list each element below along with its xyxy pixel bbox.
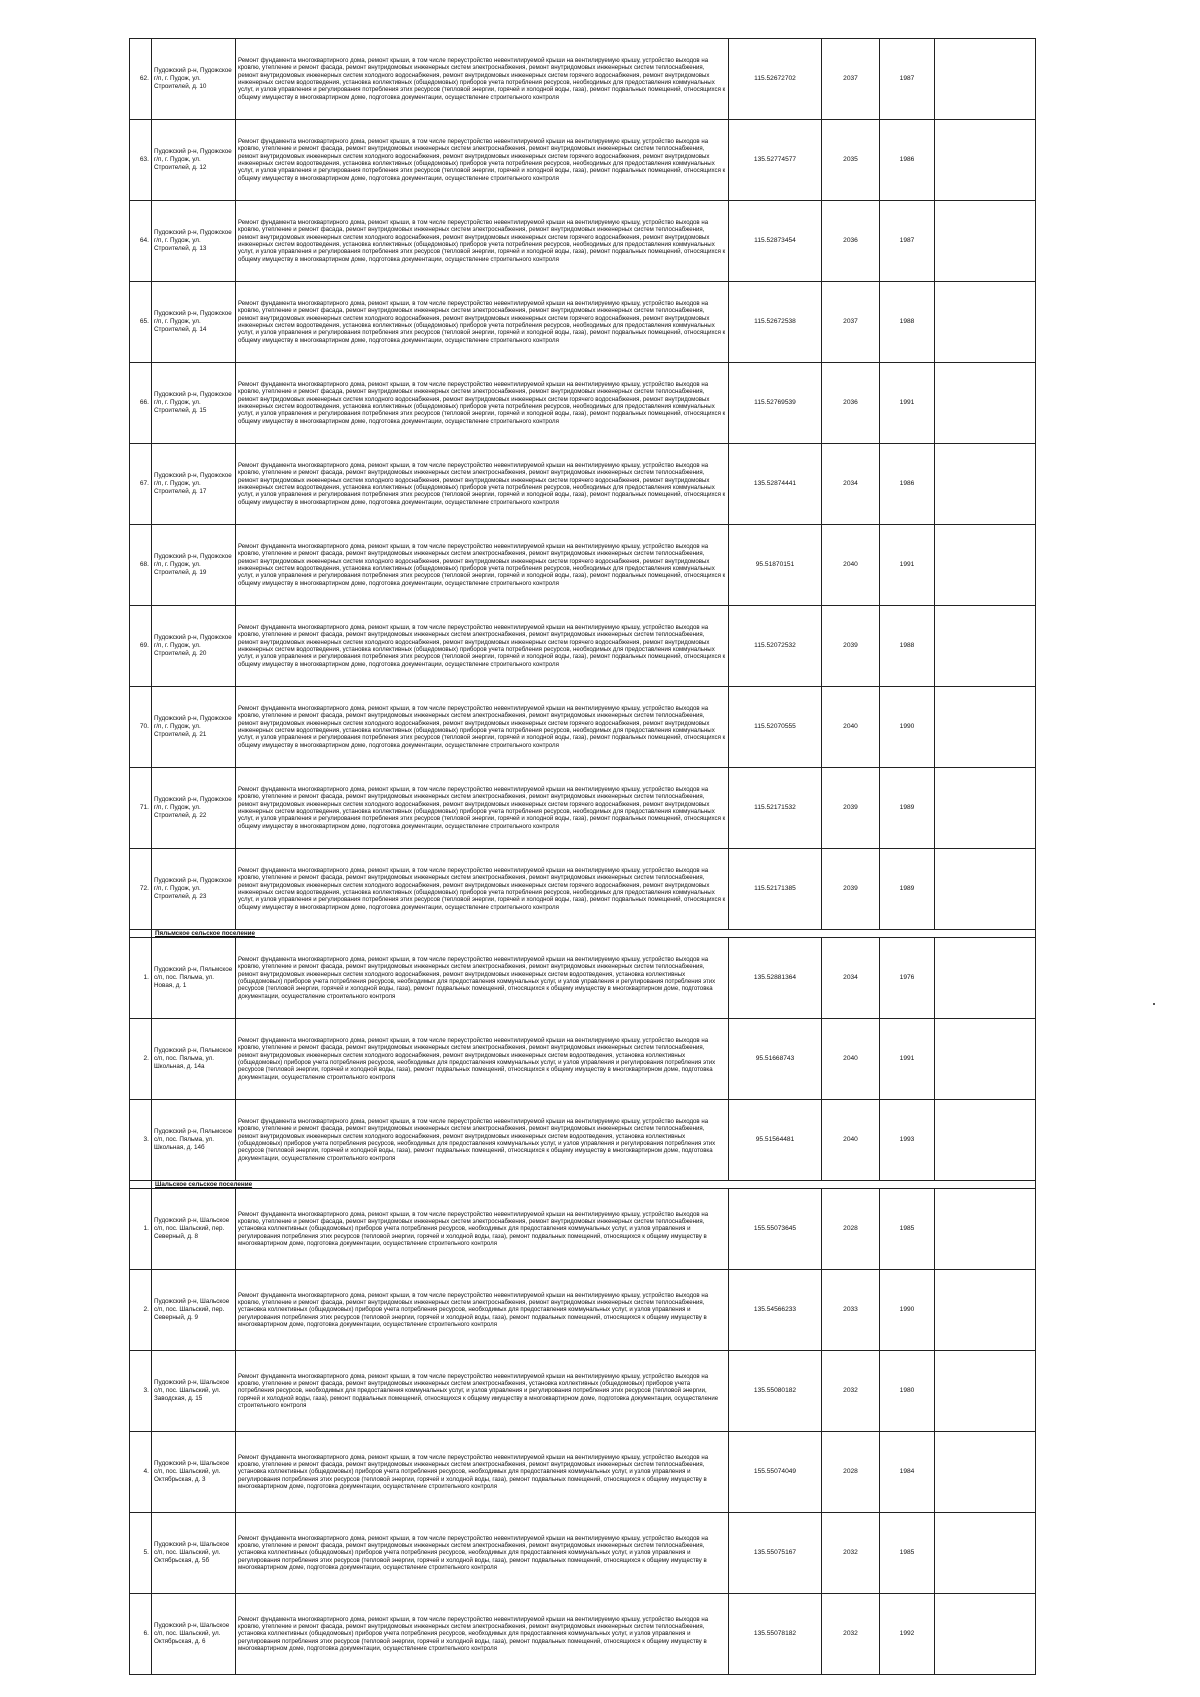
- table-body: [130, 39, 1036, 1675]
- year-cell: 2037: [822, 39, 880, 120]
- year-cell: 2040: [822, 1019, 880, 1100]
- address-cell: Пудожский р-н, Пудожское г/п, г. Пудож, ул. Строителей, д. 14: [152, 282, 236, 363]
- empty-cell: [935, 687, 1036, 768]
- works-cell: Ремонт фундамента многоквартирного дома, ремонт крыши, в том числе переустройство невентилируемой крыши на вентилируемую крышу, устройство выходов на кровлю, утепление и ремонт фасада, ремонт внутридомовых инженерных систем электроснабжения, ремонт внутридомовых инженерных систем теплоснабжения, ремонт внутридомовых инженерных систем холодного водоснабжения, ремонт внутридомовых инженерных систем горячего водоснабжения, ремонт внутридомовых инженерных систем водоотведения, установка коллективных (общедомовых) приборов учета потребления ресурсов, необходимых для предоставления коммунальных услуг, и узлов управления и регулирования потребления этих ресурсов (тепловой энергии, горячей и холодной воды, газа), ремонт подвальных помещений, относящихся к общему имуществу в многоквартирном доме, подготовка документации, осуществление строительного контроля: [236, 687, 729, 768]
- section-title: Пяльмское сельское поселение: [152, 930, 1036, 938]
- works-cell: Ремонт фундамента многоквартирного дома, ремонт крыши, в том числе переустройство невентилируемой крыши на вентилируемую крышу, устройство выходов на кровлю, утепление и ремонт фасада, ремонт внутридомовых инженерных систем электроснабжения, ремонт внутридомовых инженерных систем теплоснабжения, ремонт внутридомовых инженерных систем холодного водоснабжения, ремонт внутридомовых инженерных систем горячего водоснабжения, ремонт внутридомовых инженерных систем водоотведения, установка коллективных (общедомовых) приборов учета потребления ресурсов, необходимых для предоставления коммунальных услуг, и узлов управления и регулирования потребления этих ресурсов (тепловой энергии, горячей и холодной воды, газа), ремонт подвальных помещений, относящихся к общему имуществу в многоквартирном доме, подготовка документации, осуществление строительного контроля: [236, 444, 729, 525]
- cost-cell: 135.52874441: [729, 444, 822, 525]
- section-header-row: [130, 930, 1036, 938]
- cost-cell: 115.52171385: [729, 849, 822, 930]
- table-row: [130, 687, 1036, 768]
- year-cell: 2036: [822, 363, 880, 444]
- year-cell: 2036: [822, 201, 880, 282]
- empty-cell: [935, 1019, 1036, 1100]
- built-year-cell: 1990: [880, 687, 935, 768]
- empty-cell: [935, 849, 1036, 930]
- row-number: 70.: [130, 687, 152, 768]
- built-year-cell: 1991: [880, 525, 935, 606]
- table-row: [130, 1513, 1036, 1594]
- table-row: [130, 606, 1036, 687]
- empty-cell: [935, 444, 1036, 525]
- row-number: 1.: [130, 1189, 152, 1270]
- works-cell: Ремонт фундамента многоквартирного дома, ремонт крыши, в том числе переустройство невентилируемой крыши на вентилируемую крышу, устройство выходов на кровлю, утепление и ремонт фасада, ремонт внутридомовых инженерных систем электроснабжения, ремонт внутридомовых инженерных систем теплоснабжения, ремонт внутридомовых инженерных систем холодного водоснабжения, ремонт внутридомовых инженерных систем горячего водоснабжения, ремонт внутридомовых инженерных систем водоотведения, установка коллективных (общедомовых) приборов учета потребления ресурсов, необходимых для предоставления коммунальных услуг, и узлов управления и регулирования потребления этих ресурсов (тепловой энергии, горячей и холодной воды, газа), ремонт подвальных помещений, относящихся к общему имуществу в многоквартирном доме, подготовка документации, осуществление строительного контроля: [236, 525, 729, 606]
- section-num-cell: [130, 930, 152, 938]
- empty-cell: [935, 1189, 1036, 1270]
- row-number: 69.: [130, 606, 152, 687]
- table-row: [130, 39, 1036, 120]
- built-year-cell: 1986: [880, 444, 935, 525]
- empty-cell: [935, 525, 1036, 606]
- built-year-cell: 1991: [880, 363, 935, 444]
- table-row: [130, 1100, 1036, 1181]
- year-cell: 2033: [822, 1270, 880, 1351]
- row-number: 65.: [130, 282, 152, 363]
- works-cell: Ремонт фундамента многоквартирного дома, ремонт крыши, в том числе переустройство невентилируемой крыши на вентилируемую крышу, устройство выходов на кровлю, утепление и ремонт фасада, ремонт внутридомовых инженерных систем электроснабжения, ремонт внутридомовых инженерных систем теплоснабжения, ремонт внутридомовых инженерных систем холодного водоснабжения, ремонт внутридомовых инженерных систем водоотведения, установка коллективных (общедомовых) приборов учета потребления ресурсов, необходимых для предоставления коммунальных услуг, и узлов управления и регулирования потребления этих ресурсов (тепловой энергии, горячей и холодной воды, газа), ремонт подвальных помещений, относящихся к общему имуществу в многоквартирном доме, подготовка документации, осуществление строительного контроля: [236, 1019, 729, 1100]
- built-year-cell: 1980: [880, 1351, 935, 1432]
- table-row: [130, 938, 1036, 1019]
- cost-cell: 95.51668743: [729, 1019, 822, 1100]
- works-cell: Ремонт фундамента многоквартирного дома, ремонт крыши, в том числе переустройство невентилируемой крыши на вентилируемую крышу, устройство выходов на кровлю, утепление и ремонт фасада, ремонт внутридомовых инженерных систем электроснабжения, ремонт внутридомовых инженерных систем теплоснабжения, ремонт внутридомовых инженерных систем холодного водоснабжения, ремонт внутридомовых инженерных систем горячего водоснабжения, ремонт внутридомовых инженерных систем водоотведения, установка коллективных (общедомовых) приборов учета потребления ресурсов, необходимых для предоставления коммунальных услуг, и узлов управления и регулирования потребления этих ресурсов (тепловой энергии, горячей и холодной воды, газа), ремонт подвальных помещений, относящихся к общему имуществу в многоквартирном доме, подготовка документации, осуществление строительного контроля: [236, 39, 729, 120]
- year-cell: 2039: [822, 768, 880, 849]
- row-number: 63.: [130, 120, 152, 201]
- document-sheet: [129, 38, 1035, 1683]
- address-cell: Пудожский р-н, Пяльмское с/п, пос. Пяльма, ул. Школьная, д. 14б: [152, 1100, 236, 1181]
- cost-cell: 115.52672702: [729, 39, 822, 120]
- table-row: [130, 1019, 1036, 1100]
- section-title: Шальское сельское поселение: [152, 1181, 1036, 1189]
- works-cell: Ремонт фундамента многоквартирного дома, ремонт крыши, в том числе переустройство невентилируемой крыши на вентилируемую крышу, устройство выходов на кровлю, утепление и ремонт фасада, ремонт внутридомовых инженерных систем электроснабжения, ремонт внутридомовых инженерных систем теплоснабжения, установка коллективных (общедомовых) приборов учета потребления ресурсов, необходимых для предоставления коммунальных услуг, и узлов управления и регулирования потребления этих ресурсов (тепловой энергии, горячей и холодной воды, газа), ремонт подвальных помещений, относящихся к общему имуществу в многоквартирном доме, подготовка документации, осуществление строительного контроля: [236, 1189, 729, 1270]
- row-number: 67.: [130, 444, 152, 525]
- built-year-cell: 1989: [880, 849, 935, 930]
- row-number: 2.: [130, 1270, 152, 1351]
- empty-cell: [935, 1594, 1036, 1675]
- empty-cell: [935, 1432, 1036, 1513]
- works-cell: Ремонт фундамента многоквартирного дома, ремонт крыши, в том числе переустройство невентилируемой крыши на вентилируемую крышу, устройство выходов на кровлю, утепление и ремонт фасада, ремонт внутридомовых инженерных систем электроснабжения, ремонт внутридомовых инженерных систем теплоснабжения, ремонт внутридомовых инженерных систем холодного водоснабжения, ремонт внутридомовых инженерных систем горячего водоснабжения, ремонт внутридомовых инженерных систем водоотведения, установка коллективных (общедомовых) приборов учета потребления ресурсов, необходимых для предоставления коммунальных услуг, и узлов управления и регулирования потребления этих ресурсов (тепловой энергии, горячей и холодной воды, газа), ремонт подвальных помещений, относящихся к общему имуществу в многоквартирном доме, подготовка документации, осуществление строительного контроля: [236, 201, 729, 282]
- section-header-row: [130, 1181, 1036, 1189]
- address-cell: Пудожский р-н, Пудожское г/п, г. Пудож, ул. Строителей, д. 19: [152, 525, 236, 606]
- address-cell: Пудожский р-н, Шальское с/п, пос. Шальский, пер. Северный, д. 8: [152, 1189, 236, 1270]
- works-cell: Ремонт фундамента многоквартирного дома, ремонт крыши, в том числе переустройство невентилируемой крыши на вентилируемую крышу, устройство выходов на кровлю, утепление и ремонт фасада, ремонт внутридомовых инженерных систем электроснабжения, ремонт внутридомовых инженерных систем теплоснабжения, ремонт внутридомовых инженерных систем холодного водоснабжения, ремонт внутридомовых инженерных систем горячего водоснабжения, ремонт внутридомовых инженерных систем водоотведения, установка коллективных (общедомовых) приборов учета потребления ресурсов, необходимых для предоставления коммунальных услуг, и узлов управления и регулирования потребления этих ресурсов (тепловой энергии, горячей и холодной воды, газа), ремонт подвальных помещений, относящихся к общему имуществу в многоквартирном доме, подготовка документации, осуществление строительного контроля: [236, 363, 729, 444]
- address-cell: Пудожский р-н, Пудожское г/п, г. Пудож, ул. Строителей, д. 17: [152, 444, 236, 525]
- cost-cell: 155.55074049: [729, 1432, 822, 1513]
- empty-cell: [935, 606, 1036, 687]
- built-year-cell: 1988: [880, 282, 935, 363]
- cost-cell: 115.52072532: [729, 606, 822, 687]
- works-cell: Ремонт фундамента многоквартирного дома, ремонт крыши, в том числе переустройство невентилируемой крыши на вентилируемую крышу, устройство выходов на кровлю, утепление и ремонт фасада, ремонт внутридомовых инженерных систем электроснабжения, установка коллективных (общедомовых) приборов учета потребления ресурсов, необходимых для предоставления коммунальных услуг, и узлов управления и регулирования потребления этих ресурсов (тепловой энергии, горячей и холодной воды, газа), ремонт подвальных помещений, относящихся к общему имуществу в многоквартирном доме, подготовка документации, осуществление строительного контроля: [236, 1351, 729, 1432]
- empty-cell: [935, 201, 1036, 282]
- table-row: [130, 1351, 1036, 1432]
- works-cell: Ремонт фундамента многоквартирного дома, ремонт крыши, в том числе переустройство невентилируемой крыши на вентилируемую крышу, устройство выходов на кровлю, утепление и ремонт фасада, ремонт внутридомовых инженерных систем электроснабжения, ремонт внутридомовых инженерных систем теплоснабжения, ремонт внутридомовых инженерных систем холодного водоснабжения, ремонт внутридомовых инженерных систем горячего водоснабжения, ремонт внутридомовых инженерных систем водоотведения, установка коллективных (общедомовых) приборов учета потребления ресурсов, необходимых для предоставления коммунальных услуг, и узлов управления и регулирования потребления этих ресурсов (тепловой энергии, горячей и холодной воды, газа), ремонт подвальных помещений, относящихся к общему имуществу в многоквартирном доме, подготовка документации, осуществление строительного контроля: [236, 282, 729, 363]
- cost-cell: 115.52769539: [729, 363, 822, 444]
- year-cell: 2034: [822, 444, 880, 525]
- table-row: [130, 525, 1036, 606]
- empty-cell: [935, 1270, 1036, 1351]
- empty-cell: [935, 120, 1036, 201]
- address-cell: Пудожский р-н, Пяльмское с/п, пос. Пяльма, ул. Новая, д. 1: [152, 938, 236, 1019]
- built-year-cell: 1987: [880, 39, 935, 120]
- built-year-cell: 1991: [880, 1019, 935, 1100]
- works-cell: Ремонт фундамента многоквартирного дома, ремонт крыши, в том числе переустройство невентилируемой крыши на вентилируемую крышу, устройство выходов на кровлю, утепление и ремонт фасада, ремонт внутридомовых инженерных систем электроснабжения, ремонт внутридомовых инженерных систем теплоснабжения, установка коллективных (общедомовых) приборов учета потребления ресурсов, необходимых для предоставления коммунальных услуг, и узлов управления и регулирования потребления этих ресурсов (тепловой энергии, горячей и холодной воды, газа), ремонт подвальных помещений, относящихся к общему имуществу в многоквартирном доме, подготовка документации, осуществление строительного контроля: [236, 1432, 729, 1513]
- address-cell: Пудожский р-н, Шальское с/п, пос. Шальский, ул. Октябрьская, д. 3: [152, 1432, 236, 1513]
- row-number: 1.: [130, 938, 152, 1019]
- works-cell: Ремонт фундамента многоквартирного дома, ремонт крыши, в том числе переустройство невентилируемой крыши на вентилируемую крышу, устройство выходов на кровлю, утепление и ремонт фасада, ремонт внутридомовых инженерных систем электроснабжения, ремонт внутридомовых инженерных систем теплоснабжения, установка коллективных (общедомовых) приборов учета потребления ресурсов, необходимых для предоставления коммунальных услуг, и узлов управления и регулирования потребления этих ресурсов (тепловой энергии, горячей и холодной воды, газа), ремонт подвальных помещений, относящихся к общему имуществу в многоквартирном доме, подготовка документации, осуществление строительного контроля: [236, 1513, 729, 1594]
- address-cell: Пудожский р-н, Шальское с/п, пос. Шальский, пер. Северный, д. 9: [152, 1270, 236, 1351]
- row-number: 2.: [130, 1019, 152, 1100]
- works-cell: Ремонт фундамента многоквартирного дома, ремонт крыши, в том числе переустройство невентилируемой крыши на вентилируемую крышу, устройство выходов на кровлю, утепление и ремонт фасада, ремонт внутридомовых инженерных систем электроснабжения, ремонт внутридомовых инженерных систем теплоснабжения, ремонт внутридомовых инженерных систем холодного водоснабжения, ремонт внутридомовых инженерных систем горячего водоснабжения, ремонт внутридомовых инженерных систем водоотведения, установка коллективных (общедомовых) приборов учета потребления ресурсов, необходимых для предоставления коммунальных услуг, и узлов управления и регулирования потребления этих ресурсов (тепловой энергии, горячей и холодной воды, газа), ремонт подвальных помещений, относящихся к общему имуществу в многоквартирном доме, подготовка документации, осуществление строительного контроля: [236, 120, 729, 201]
- built-year-cell: 1985: [880, 1513, 935, 1594]
- year-cell: 2037: [822, 282, 880, 363]
- address-cell: Пудожский р-н, Пудожское г/п, г. Пудож, ул. Строителей, д. 10: [152, 39, 236, 120]
- built-year-cell: 1988: [880, 606, 935, 687]
- cost-cell: 155.55073645: [729, 1189, 822, 1270]
- year-cell: 2028: [822, 1432, 880, 1513]
- works-cell: Ремонт фундамента многоквартирного дома, ремонт крыши, в том числе переустройство невентилируемой крыши на вентилируемую крышу, устройство выходов на кровлю, утепление и ремонт фасада, ремонт внутридомовых инженерных систем электроснабжения, ремонт внутридомовых инженерных систем теплоснабжения, ремонт внутридомовых инженерных систем холодного водоснабжения, ремонт внутридомовых инженерных систем горячего водоснабжения, ремонт внутридомовых инженерных систем водоотведения, установка коллективных (общедомовых) приборов учета потребления ресурсов, необходимых для предоставления коммунальных услуг, и узлов управления и регулирования потребления этих ресурсов (тепловой энергии, горячей и холодной воды, газа), ремонт подвальных помещений, относящихся к общему имуществу в многоквартирном доме, подготовка документации, осуществление строительного контроля: [236, 606, 729, 687]
- address-cell: Пудожский р-н, Пяльмское с/п, пос. Пяльма, ул. Школьная, д. 14а: [152, 1019, 236, 1100]
- year-cell: 2040: [822, 687, 880, 768]
- address-cell: Пудожский р-н, Пудожское г/п, г. Пудож, ул. Строителей, д. 22: [152, 768, 236, 849]
- cost-cell: 135.55078182: [729, 1594, 822, 1675]
- address-cell: Пудожский р-н, Шальское с/п, пос. Шальский, ул. Заводская, д. 15: [152, 1351, 236, 1432]
- row-number: 6.: [130, 1594, 152, 1675]
- empty-cell: [935, 282, 1036, 363]
- table-row: [130, 1594, 1036, 1675]
- scan-speck: [1153, 1003, 1155, 1005]
- built-year-cell: 1986: [880, 120, 935, 201]
- built-year-cell: 1984: [880, 1432, 935, 1513]
- works-cell: Ремонт фундамента многоквартирного дома, ремонт крыши, в том числе переустройство невентилируемой крыши на вентилируемую крышу, устройство выходов на кровлю, утепление и ремонт фасада, ремонт внутридомовых инженерных систем электроснабжения, ремонт внутридомовых инженерных систем теплоснабжения, установка коллективных (общедомовых) приборов учета потребления ресурсов, необходимых для предоставления коммунальных услуг, и узлов управления и регулирования потребления этих ресурсов (тепловой энергии, горячей и холодной воды, газа), ремонт подвальных помещений, относящихся к общему имуществу в многоквартирном доме, подготовка документации, осуществление строительного контроля: [236, 1594, 729, 1675]
- row-number: 3.: [130, 1100, 152, 1181]
- year-cell: 2032: [822, 1594, 880, 1675]
- empty-cell: [935, 363, 1036, 444]
- row-number: 3.: [130, 1351, 152, 1432]
- empty-cell: [935, 39, 1036, 120]
- row-number: 72.: [130, 849, 152, 930]
- cost-cell: 135.52881364: [729, 938, 822, 1019]
- table-row: [130, 201, 1036, 282]
- year-cell: 2028: [822, 1189, 880, 1270]
- year-cell: 2032: [822, 1351, 880, 1432]
- empty-cell: [935, 1513, 1036, 1594]
- address-cell: Пудожский р-н, Пудожское г/п, г. Пудож, ул. Строителей, д. 20: [152, 606, 236, 687]
- cost-cell: 95.51870151: [729, 525, 822, 606]
- row-number: 62.: [130, 39, 152, 120]
- cost-cell: 115.52070555: [729, 687, 822, 768]
- address-cell: Пудожский р-н, Шальское с/п, пос. Шальский, ул. Октябрьская, д. 6: [152, 1594, 236, 1675]
- built-year-cell: 1987: [880, 201, 935, 282]
- row-number: 4.: [130, 1432, 152, 1513]
- empty-cell: [935, 938, 1036, 1019]
- empty-cell: [935, 1351, 1036, 1432]
- address-cell: Пудожский р-н, Пудожское г/п, г. Пудож, ул. Строителей, д. 21: [152, 687, 236, 768]
- empty-cell: [935, 768, 1036, 849]
- row-number: 5.: [130, 1513, 152, 1594]
- year-cell: 2034: [822, 938, 880, 1019]
- built-year-cell: 1990: [880, 1270, 935, 1351]
- row-number: 68.: [130, 525, 152, 606]
- table-row: [130, 768, 1036, 849]
- row-number: 71.: [130, 768, 152, 849]
- year-cell: 2040: [822, 525, 880, 606]
- table-row: [130, 849, 1036, 930]
- address-cell: Пудожский р-н, Пудожское г/п, г. Пудож, ул. Строителей, д. 23: [152, 849, 236, 930]
- address-cell: Пудожский р-н, Пудожское г/п, г. Пудож, ул. Строителей, д. 13: [152, 201, 236, 282]
- year-cell: 2040: [822, 1100, 880, 1181]
- address-cell: Пудожский р-н, Пудожское г/п, г. Пудож, ул. Строителей, д. 15: [152, 363, 236, 444]
- works-cell: Ремонт фундамента многоквартирного дома, ремонт крыши, в том числе переустройство невентилируемой крыши на вентилируемую крышу, устройство выходов на кровлю, утепление и ремонт фасада, ремонт внутридомовых инженерных систем электроснабжения, ремонт внутридомовых инженерных систем теплоснабжения, ремонт внутридомовых инженерных систем холодного водоснабжения, ремонт внутридомовых инженерных систем горячего водоснабжения, ремонт внутридомовых инженерных систем водоотведения, установка коллективных (общедомовых) приборов учета потребления ресурсов, необходимых для предоставления коммунальных услуг, и узлов управления и регулирования потребления этих ресурсов (тепловой энергии, горячей и холодной воды, газа), ремонт подвальных помещений, относящихся к общему имуществу в многоквартирном доме, подготовка документации, осуществление строительного контроля: [236, 768, 729, 849]
- year-cell: 2039: [822, 606, 880, 687]
- cost-cell: 135.55075167: [729, 1513, 822, 1594]
- row-number: 66.: [130, 363, 152, 444]
- cost-cell: 95.51564481: [729, 1100, 822, 1181]
- capital-repair-table: [129, 38, 1036, 1675]
- table-row: [130, 1432, 1036, 1513]
- table-row: [130, 120, 1036, 201]
- section-num-cell: [130, 1181, 152, 1189]
- cost-cell: 135.55080182: [729, 1351, 822, 1432]
- cost-cell: 115.52672538: [729, 282, 822, 363]
- year-cell: 2035: [822, 120, 880, 201]
- year-cell: 2032: [822, 1513, 880, 1594]
- cost-cell: 115.52873454: [729, 201, 822, 282]
- table-row: [130, 282, 1036, 363]
- works-cell: Ремонт фундамента многоквартирного дома, ремонт крыши, в том числе переустройство невентилируемой крыши на вентилируемую крышу, устройство выходов на кровлю, утепление и ремонт фасада, ремонт внутридомовых инженерных систем электроснабжения, ремонт внутридомовых инженерных систем теплоснабжения, ремонт внутридомовых инженерных систем холодного водоснабжения, ремонт внутридомовых инженерных систем водоотведения, установка коллективных (общедомовых) приборов учета потребления ресурсов, необходимых для предоставления коммунальных услуг, и узлов управления и регулирования потребления этих ресурсов (тепловой энергии, горячей и холодной воды, газа), ремонт подвальных помещений, относящихся к общему имуществу в многоквартирном доме, подготовка документации, осуществление строительного контроля: [236, 938, 729, 1019]
- cost-cell: 135.52774577: [729, 120, 822, 201]
- works-cell: Ремонт фундамента многоквартирного дома, ремонт крыши, в том числе переустройство невентилируемой крыши на вентилируемую крышу, устройство выходов на кровлю, утепление и ремонт фасада, ремонт внутридомовых инженерных систем электроснабжения, ремонт внутридомовых инженерных систем теплоснабжения, установка коллективных (общедомовых) приборов учета потребления ресурсов, необходимых для предоставления коммунальных услуг, и узлов управления и регулирования потребления этих ресурсов (тепловой энергии, горячей и холодной воды, газа), ремонт подвальных помещений, относящихся к общему имуществу в многоквартирном доме, подготовка документации, осуществление строительного контроля: [236, 1270, 729, 1351]
- cost-cell: 115.52171532: [729, 768, 822, 849]
- table-row: [130, 1270, 1036, 1351]
- address-cell: Пудожский р-н, Шальское с/п, пос. Шальский, ул. Октябрьская, д. 5б: [152, 1513, 236, 1594]
- works-cell: Ремонт фундамента многоквартирного дома, ремонт крыши, в том числе переустройство невентилируемой крыши на вентилируемую крышу, устройство выходов на кровлю, утепление и ремонт фасада, ремонт внутридомовых инженерных систем электроснабжения, ремонт внутридомовых инженерных систем теплоснабжения, ремонт внутридомовых инженерных систем холодного водоснабжения, ремонт внутридомовых инженерных систем водоотведения, установка коллективных (общедомовых) приборов учета потребления ресурсов, необходимых для предоставления коммунальных услуг, и узлов управления и регулирования потребления этих ресурсов (тепловой энергии, горячей и холодной воды, газа), ремонт подвальных помещений, относящихся к общему имуществу в многоквартирном доме, подготовка документации, осуществление строительного контроля: [236, 1100, 729, 1181]
- table-row: [130, 363, 1036, 444]
- empty-cell: [935, 1100, 1036, 1181]
- built-year-cell: 1993: [880, 1100, 935, 1181]
- built-year-cell: 1985: [880, 1189, 935, 1270]
- address-cell: Пудожский р-н, Пудожское г/п, г. Пудож, ул. Строителей, д. 12: [152, 120, 236, 201]
- table-row: [130, 444, 1036, 525]
- works-cell: Ремонт фундамента многоквартирного дома, ремонт крыши, в том числе переустройство невентилируемой крыши на вентилируемую крышу, устройство выходов на кровлю, утепление и ремонт фасада, ремонт внутридомовых инженерных систем электроснабжения, ремонт внутридомовых инженерных систем теплоснабжения, ремонт внутридомовых инженерных систем холодного водоснабжения, ремонт внутридомовых инженерных систем горячего водоснабжения, ремонт внутридомовых инженерных систем водоотведения, установка коллективных (общедомовых) приборов учета потребления ресурсов, необходимых для предоставления коммунальных услуг, и узлов управления и регулирования потребления этих ресурсов (тепловой энергии, горячей и холодной воды, газа), ремонт подвальных помещений, относящихся к общему имуществу в многоквартирном доме, подготовка документации, осуществление строительного контроля: [236, 849, 729, 930]
- table-row: [130, 1189, 1036, 1270]
- built-year-cell: 1992: [880, 1594, 935, 1675]
- row-number: 64.: [130, 201, 152, 282]
- built-year-cell: 1989: [880, 768, 935, 849]
- cost-cell: 135.54566233: [729, 1270, 822, 1351]
- built-year-cell: 1976: [880, 938, 935, 1019]
- year-cell: 2039: [822, 849, 880, 930]
